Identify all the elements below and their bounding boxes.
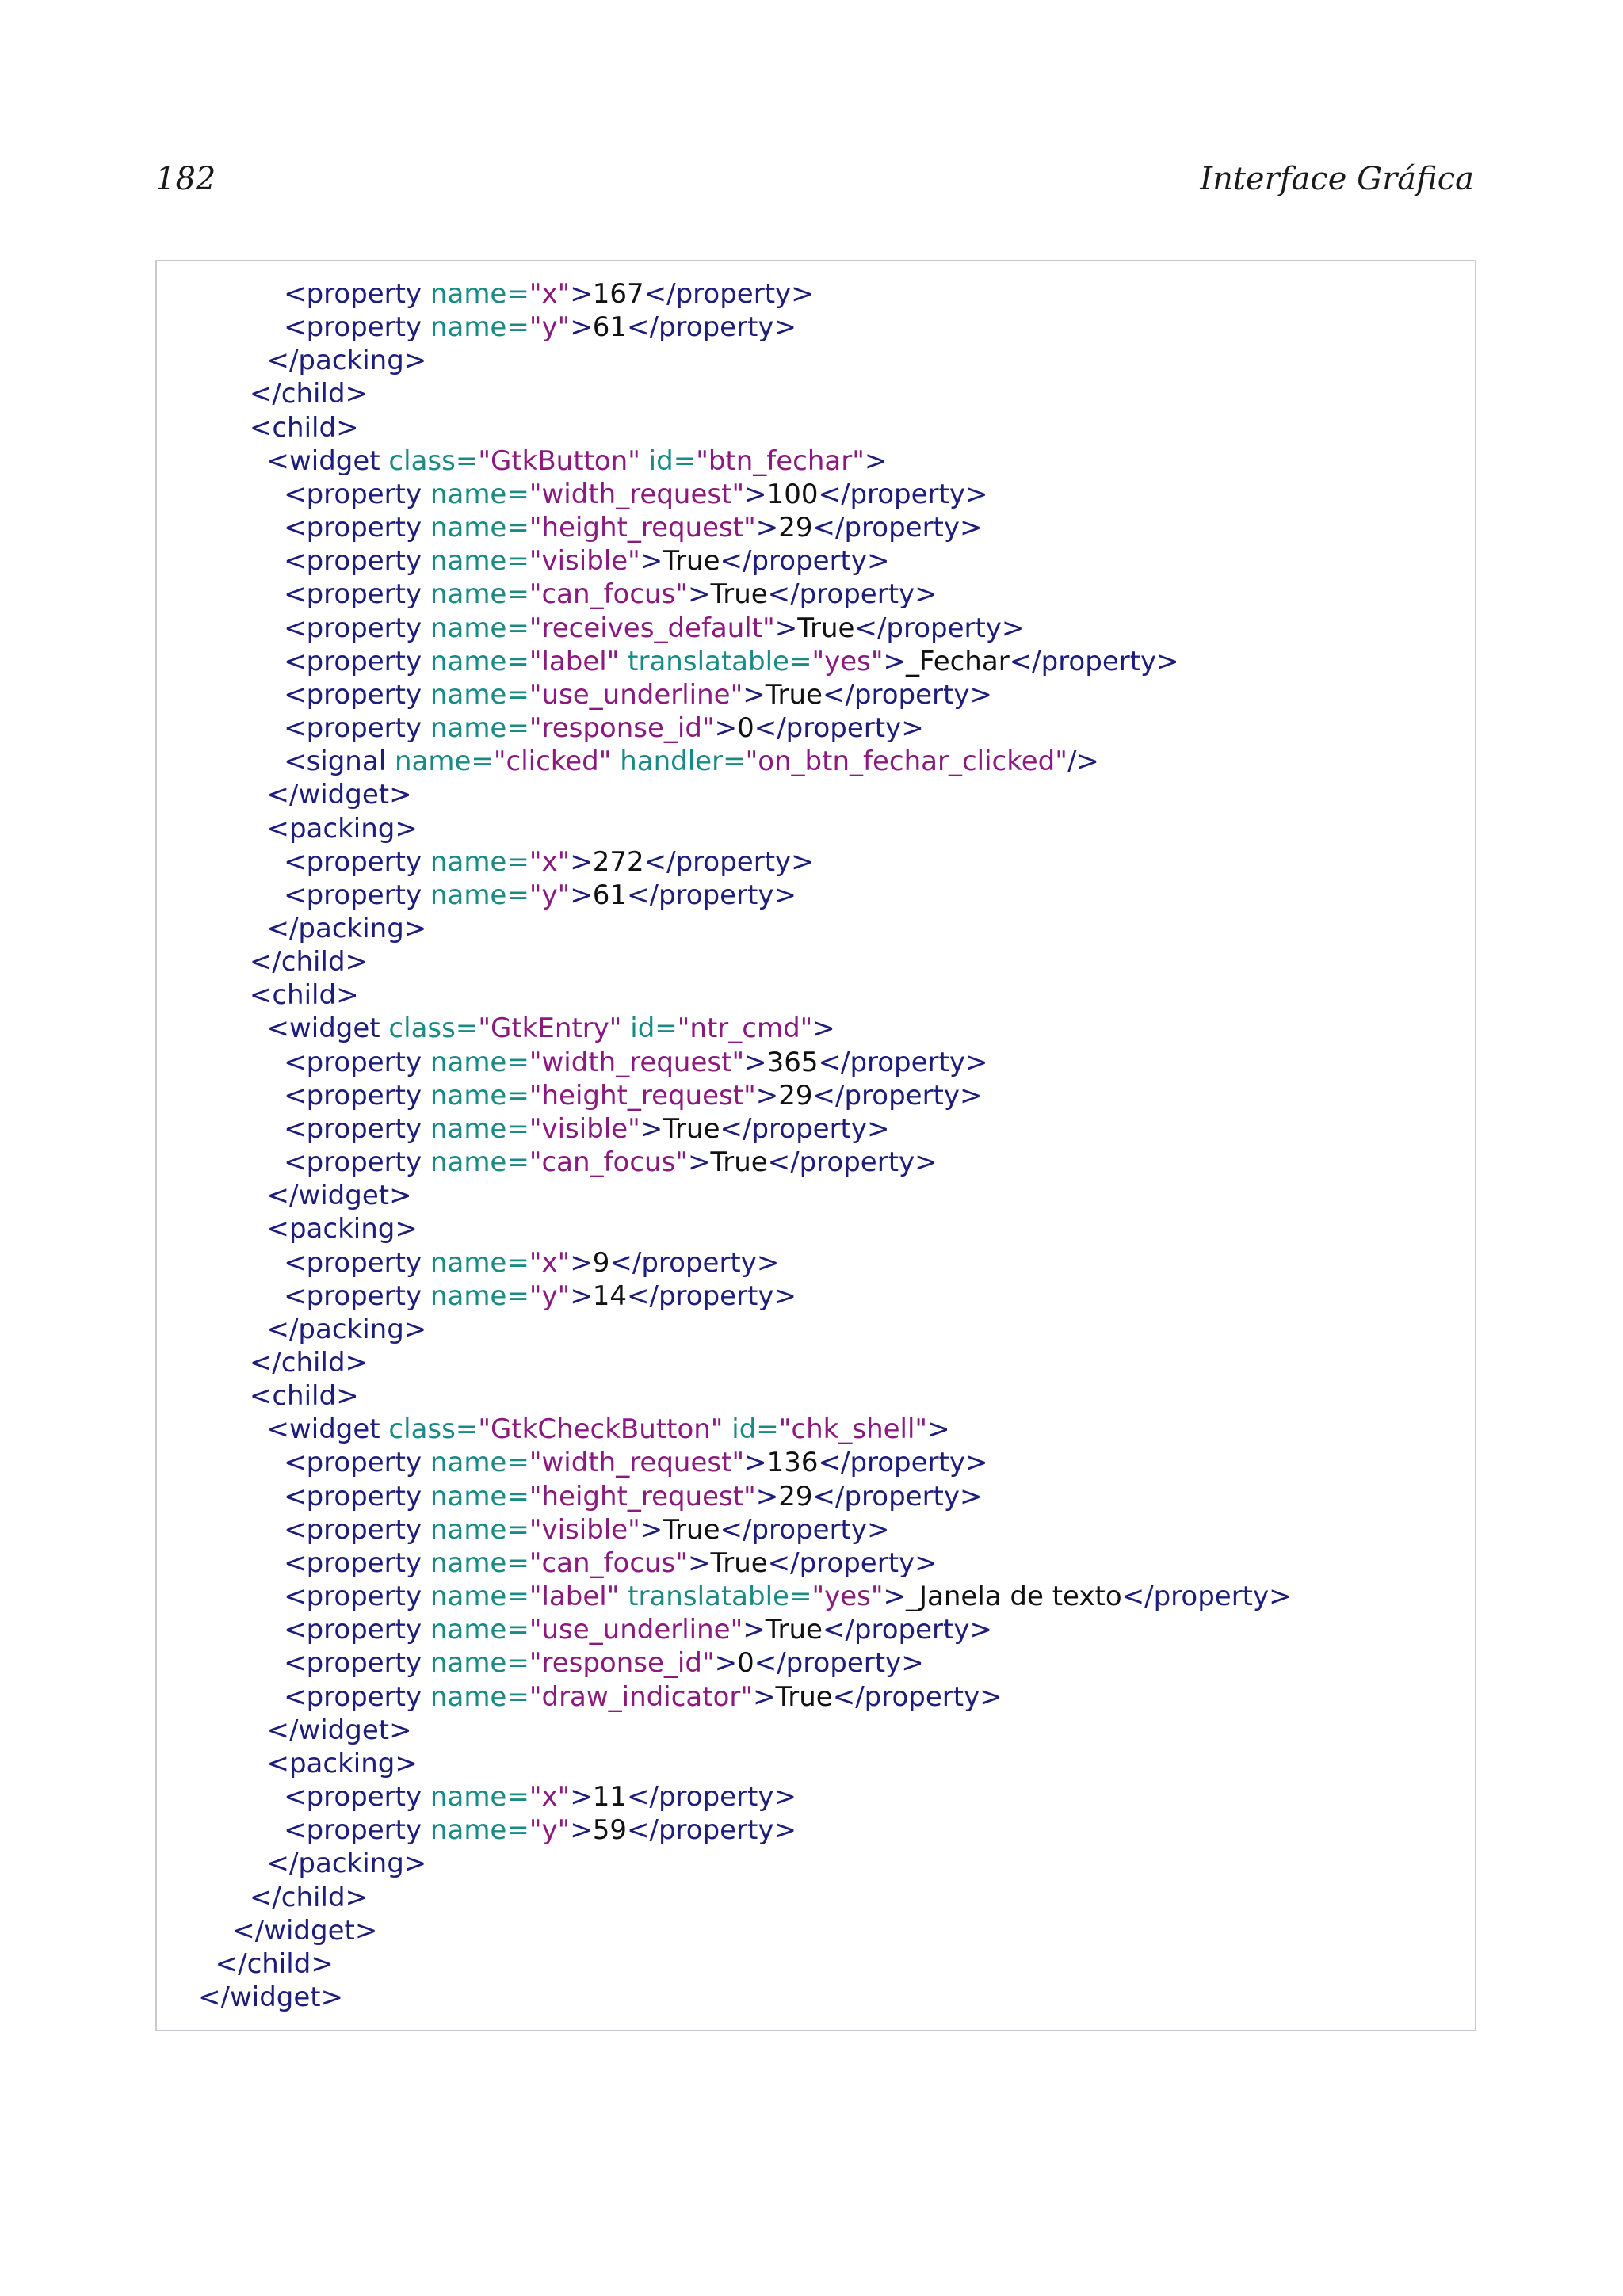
code-token: name= [422,1814,529,1847]
code-token: True [663,1112,720,1145]
code-line [198,478,1292,511]
code-line [198,311,1292,344]
code-line [198,1046,1292,1079]
code-token: name= [422,845,529,878]
code-token: <property [284,1112,422,1145]
code-token: > [883,645,906,677]
code-token: </property> [1121,1581,1292,1613]
code-token: > [812,1013,835,1045]
code-line [198,845,1292,879]
code-token: </child> [215,1947,334,1980]
code-token: <packing> [266,812,418,845]
code-token: <widget [266,1013,380,1045]
code-line [198,1513,1292,1547]
code-token: > [753,1680,776,1713]
code-token: name= [422,1581,529,1613]
code-token: > [744,478,767,510]
code-line [198,1280,1292,1313]
code-token: 61 [592,311,628,344]
code-token: > [883,1581,906,1613]
code-token: name= [422,1680,529,1713]
code-token: "visible" [529,1112,640,1145]
code-token: </packing> [266,345,427,377]
code-line [198,612,1292,645]
code-token: > [755,1480,779,1512]
code-token: name= [422,1513,529,1546]
code-token: > [640,1513,663,1546]
code-token: > [570,1280,593,1312]
code-line [198,1814,1292,1847]
code-token: <property [284,1246,422,1279]
code-token: 0 [737,1647,754,1680]
code-line [198,1981,1292,2014]
code-token: "label" [529,645,620,677]
code-line [198,377,1292,410]
code-token: <property [284,845,422,878]
code-token: 59 [592,1814,628,1847]
code-token: name= [422,478,529,510]
code-token: 29 [778,1480,813,1512]
code-line [198,544,1292,578]
code-token: "use_underline" [529,1614,743,1646]
code-token: > [755,1079,779,1112]
code-token: </child> [249,378,369,410]
code-line [198,1480,1292,1513]
code-line [198,277,1292,311]
code-line [198,1881,1292,1914]
code-token: </property> [812,512,983,544]
code-token: </packing> [266,1313,427,1345]
code-line [198,1012,1292,1045]
code-token: </widget> [232,1914,378,1947]
code-token: name= [386,746,494,778]
code-token: 136 [766,1447,819,1479]
code-token: name= [422,1480,529,1512]
code-token: </property> [854,612,1025,644]
code-line [198,711,1292,745]
code-line [198,745,1292,778]
code-token: 29 [778,512,813,544]
code-token: "y" [529,879,571,911]
code-line [198,1947,1292,1981]
code-token: "x" [529,845,571,878]
code-token: <property [284,1046,422,1078]
code-token: "clicked" [493,746,612,778]
code-token: "height_request" [529,512,756,544]
code-token: </property> [822,678,992,711]
code-token: name= [422,578,529,611]
code-token: "chk_shell" [778,1413,928,1446]
code-line [198,411,1292,444]
code-token: name= [422,278,529,310]
code-token: /> [1067,746,1099,778]
code-line [198,678,1292,711]
code-token: > [743,678,766,711]
code-token: </widget> [266,779,412,811]
code-token: > [927,1413,950,1446]
code-token: "y" [529,311,571,344]
code-token: </packing> [266,912,427,944]
code-token: <property [284,1680,422,1713]
code-token: translatable= [619,645,812,677]
code-token: "receives_default" [529,612,775,644]
code-token: 9 [592,1246,610,1279]
code-token: <property [284,1447,422,1479]
code-token: > [687,1146,711,1179]
code-token: class= [380,1413,479,1446]
code-line [198,1112,1292,1146]
code-token: </widget> [198,1981,344,2013]
code-token: > [864,444,888,477]
code-token: <property [284,545,422,578]
code-token: "visible" [529,1513,640,1546]
code-token: <property [284,1547,422,1579]
code-token: name= [422,712,529,745]
code-token: > [570,278,593,310]
code-token: </property> [627,1781,796,1814]
code-token: <property [284,578,422,611]
code-token: name= [422,879,529,911]
code-token: </property> [818,1447,988,1479]
code-token: </property> [627,1814,796,1847]
code-token: name= [422,1146,529,1179]
code-token: "btn_fechar" [696,444,865,477]
code-token: 0 [737,712,754,745]
code-line [198,578,1292,611]
code-token: </property> [1009,645,1179,677]
code-token: 11 [592,1781,628,1814]
code-token: > [570,311,593,344]
code-token: name= [422,1781,529,1814]
code-token: name= [422,1246,529,1279]
code-line [198,978,1292,1012]
code-token: translatable= [619,1581,812,1613]
code-token: > [570,879,593,911]
code-line [198,1613,1292,1646]
code-token: "label" [529,1581,620,1613]
code-token: name= [422,1447,529,1479]
code-line [198,1212,1292,1245]
code-token: _Janela de texto [906,1581,1122,1613]
code-token: <property [284,311,422,344]
code-token: "x" [529,278,571,310]
code-token: _Fechar [906,645,1010,677]
code-token: </property> [818,478,988,510]
code-token: <property [284,612,422,644]
code-token: </property> [812,1079,983,1112]
code-token: </property> [627,311,796,344]
code-token: id= [621,1013,678,1045]
code-token: name= [422,545,529,578]
code-token: </property> [627,879,796,911]
code-token: 100 [766,478,819,510]
code-token: name= [422,1046,529,1078]
code-token: name= [422,1614,529,1646]
code-token: "GtkEntry" [478,1013,622,1045]
code-token: name= [422,1112,529,1145]
code-token: > [570,1814,593,1847]
code-token: True [775,1680,833,1713]
code-token: id= [723,1413,779,1446]
code-token: <property [284,712,422,745]
code-token: True [797,612,855,644]
code-token: </packing> [266,1848,427,1880]
code-token: > [687,1547,711,1579]
code-line [198,1680,1292,1714]
code-token: </child> [249,1881,369,1913]
code-token: True [765,1614,823,1646]
code-token: <child> [249,979,359,1012]
code-token: <property [284,478,422,510]
code-token: "can_focus" [529,1146,688,1179]
code-token: </property> [720,545,890,578]
code-line [198,945,1292,978]
code-token: "ntr_cmd" [677,1013,813,1045]
code-line [198,912,1292,945]
code-token: "visible" [529,545,640,578]
code-token: > [744,1447,767,1479]
code-line [198,1379,1292,1413]
code-token: <property [284,1647,422,1680]
code-line [198,1547,1292,1580]
code-token: > [640,545,663,578]
code-token: "y" [529,1280,571,1312]
code-line [198,1747,1292,1780]
code-token: <property [284,1280,422,1312]
code-token: "can_focus" [529,578,688,611]
code-token: <property [284,1614,422,1646]
code-token: 14 [592,1280,628,1312]
code-line [198,1914,1292,1947]
code-token: "response_id" [529,1647,715,1680]
code-token: True [710,1547,768,1579]
code-line [198,1346,1292,1379]
code-token: "use_underline" [529,678,743,711]
code-token: name= [422,1647,529,1680]
code-token: <child> [249,411,359,444]
code-token: </property> [767,1547,938,1579]
code-token: > [755,512,779,544]
code-token: name= [422,311,529,344]
code-token: "GtkCheckButton" [478,1413,724,1446]
code-token: <property [284,678,422,711]
code-token: <property [284,1513,422,1546]
code-token: > [714,712,738,745]
code-token: 61 [592,879,628,911]
code-token: </property> [754,1647,924,1680]
code-token: 167 [592,278,644,310]
code-token: True [663,545,720,578]
code-token: <property [284,1079,422,1112]
code-token: class= [380,444,479,477]
code-token: "yes" [812,645,884,677]
code-token: name= [422,678,529,711]
code-token: "y" [529,1814,571,1847]
code-line [198,812,1292,845]
code-line [198,1079,1292,1112]
code-token: > [774,612,798,644]
code-token: </property> [767,1146,938,1179]
code-line [198,879,1292,912]
code-token: </child> [249,1347,369,1379]
running-title: Interface Gráfica [1200,161,1474,197]
code-line [198,1847,1292,1880]
code-token: "GtkButton" [478,444,640,477]
code-token: <property [284,1146,422,1179]
code-line [198,511,1292,544]
code-token: </property> [818,1046,988,1078]
code-token: class= [380,1013,479,1045]
code-line [198,1313,1292,1346]
code-token: <widget [266,1413,380,1446]
code-token: name= [422,1280,529,1312]
code-line [198,1179,1292,1212]
code-token: > [744,1046,767,1078]
code-token: </property> [643,845,814,878]
code-token: "response_id" [529,712,715,745]
code-token: 29 [778,1079,813,1112]
code-token: <property [284,1581,422,1613]
code-token: </property> [720,1513,890,1546]
code-token: <property [284,1781,422,1814]
code-token: </widget> [266,1714,412,1746]
code-token: </property> [822,1614,992,1646]
code-token: <packing> [266,1747,418,1779]
code-token: </property> [643,278,814,310]
code-token: "yes" [812,1581,884,1613]
code-line [198,1714,1292,1747]
code-token: <property [284,512,422,544]
code-token: > [714,1647,738,1680]
code-token: "on_btn_fechar_clicked" [745,746,1067,778]
code-block [198,277,1292,2014]
code-token: </property> [720,1112,890,1145]
code-line [198,1646,1292,1680]
code-token: > [570,1246,593,1279]
code-token: "draw_indicator" [529,1680,753,1713]
code-line [198,444,1292,478]
code-token: id= [640,444,697,477]
code-token: "x" [529,1781,571,1814]
code-token: True [663,1513,720,1546]
code-token: </child> [249,946,369,978]
code-token: True [710,578,768,611]
code-token: </property> [627,1280,796,1312]
code-token: "width_request" [529,478,745,510]
code-token: <property [284,1480,422,1512]
code-token: </property> [832,1680,1002,1713]
page-number: 182 [155,161,216,197]
code-token: 272 [592,845,644,878]
code-token: > [640,1112,663,1145]
code-token: "x" [529,1246,571,1279]
code-token: name= [422,1547,529,1579]
code-token: True [710,1146,768,1179]
code-token: </property> [812,1480,983,1512]
code-line [198,645,1292,678]
code-line [198,1446,1292,1479]
code-token: "width_request" [529,1447,745,1479]
code-token: <property [284,278,422,310]
code-line [198,1580,1292,1613]
code-token: > [570,1781,593,1814]
code-token: <property [284,879,422,911]
code-token: handler= [611,746,746,778]
code-token: > [570,845,593,878]
code-line [198,344,1292,377]
code-token: "width_request" [529,1046,745,1078]
code-token: name= [422,645,529,677]
code-token: > [743,1614,766,1646]
code-line [198,1246,1292,1280]
code-line [198,1146,1292,1179]
code-token: <packing> [266,1213,418,1245]
code-token: <signal [284,746,387,778]
code-token: <property [284,645,422,677]
code-token: </property> [754,712,924,745]
code-token: name= [422,612,529,644]
code-token: name= [422,1079,529,1112]
code-token: > [687,578,711,611]
code-line [198,778,1292,811]
code-token: <child> [249,1380,359,1413]
code-token: name= [422,512,529,544]
code-token: "can_focus" [529,1547,688,1579]
code-token: 365 [766,1046,819,1078]
code-listing [155,260,1476,2031]
code-line [198,1413,1292,1446]
code-token: "height_request" [529,1480,756,1512]
code-token: </property> [609,1246,780,1279]
code-line [198,1780,1292,1814]
code-token: "height_request" [529,1079,756,1112]
code-token: True [765,678,823,711]
code-token: <property [284,1814,422,1847]
code-token: </widget> [266,1180,412,1212]
code-token: <widget [266,444,380,477]
code-token: </property> [767,578,938,611]
